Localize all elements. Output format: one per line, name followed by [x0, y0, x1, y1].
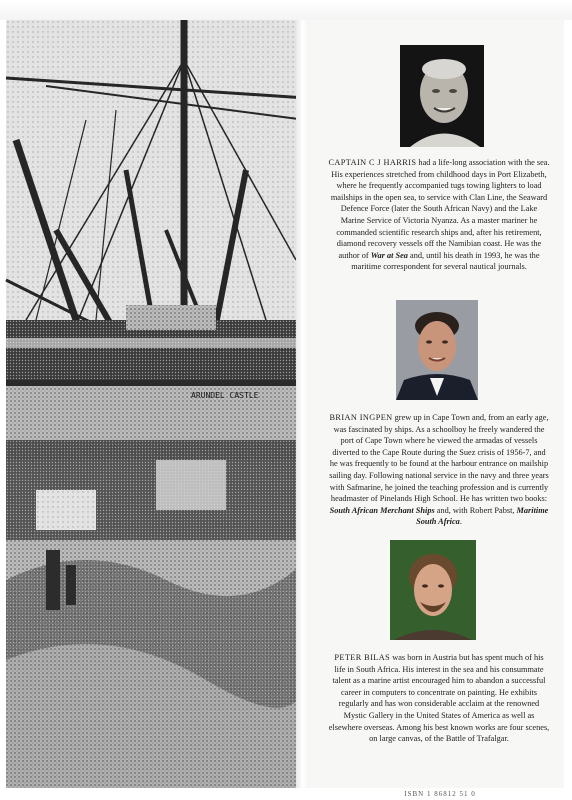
scan-top-edge — [0, 0, 572, 20]
bio-ingpen-book-1: South African Merchant Ships — [329, 505, 435, 515]
bio-ingpen-text-3: . — [459, 517, 462, 527]
portrait-ingpen — [396, 300, 478, 400]
portrait-ingpen-image — [396, 300, 478, 400]
portrait-harris-image — [400, 45, 484, 147]
ship-name-text: ARUNDEL CASTLE — [191, 391, 259, 400]
bio-ingpen-text-2: and, with Robert Pabst, — [434, 505, 517, 515]
bio-bilas — [328, 652, 550, 745]
cut-off-footer-text: ISBN 1 86812 51 0 — [404, 790, 476, 798]
book-jacket-scan — [6, 20, 564, 798]
bio-ingpen — [328, 412, 550, 528]
bio-bilas-name: PETER BILAS — [334, 653, 391, 662]
bio-harris — [328, 157, 550, 273]
author-bios-panel — [310, 20, 564, 798]
bio-bilas-text: was born in Austria but has spent much of his life in South Africa. His interest in the sea and his consummate talent as a marine artist encouraged him to abandon a successful career in computers to concentrate on painting. He exhibits regularly and has won considerable acclaim at the renowned Mystic Gallery in the United States of America as well as elsewhere overseas. Among his best known works are four scenes, on large canvas, of the Battle of Trafalgar. — [328, 653, 550, 744]
portrait-bilas — [390, 540, 476, 640]
portrait-harris — [400, 45, 484, 147]
bio-ingpen-book-2: Maritime South Africa — [416, 505, 549, 527]
bio-harris-name: CAPTAIN C J HARRIS — [328, 158, 417, 167]
ship-illustration — [6, 20, 306, 788]
portrait-bilas-image — [390, 540, 476, 640]
bio-ingpen-name: BRIAN INGPEN — [329, 413, 393, 422]
bio-harris-text-2: and, until his death in 1993, he was the maritime correspondent for several nautical journals. — [351, 250, 540, 272]
bio-ingpen-text-1: grew up in Cape Town and, from an early age, was fascinated by ships. As a schoolboy he freely wandered the port of Cape Town where he viewed the armadas of vessels diverted to the Cape Route during the Suez crisis of 1956-7, and he was frequently to be found at the harbour entrance on mailship sailing day. Following national service in the navy and three years with Safmarine, he joined the teaching profession and is currently headmaster of Pinelands High School. He has written two books: — [329, 413, 549, 504]
bio-harris-text-1: had a life-long association with the sea. His experiences stretched from childhood days in Port Elizabeth, where he frequently accompanied tugs towing lighters to load mailships in the open sea, to service with Clan Line, the Seaward Defence Force (later the South African Navy) and the Lake Marine Service of Victoria Nyanza. As a master mariner he commanded scientific research ships and, after his retirement, diamond recovery vessels off the Namibian coast. He was the author of — [330, 158, 550, 260]
ship-photograph — [6, 20, 306, 788]
bio-harris-book: War at Sea — [370, 250, 408, 260]
